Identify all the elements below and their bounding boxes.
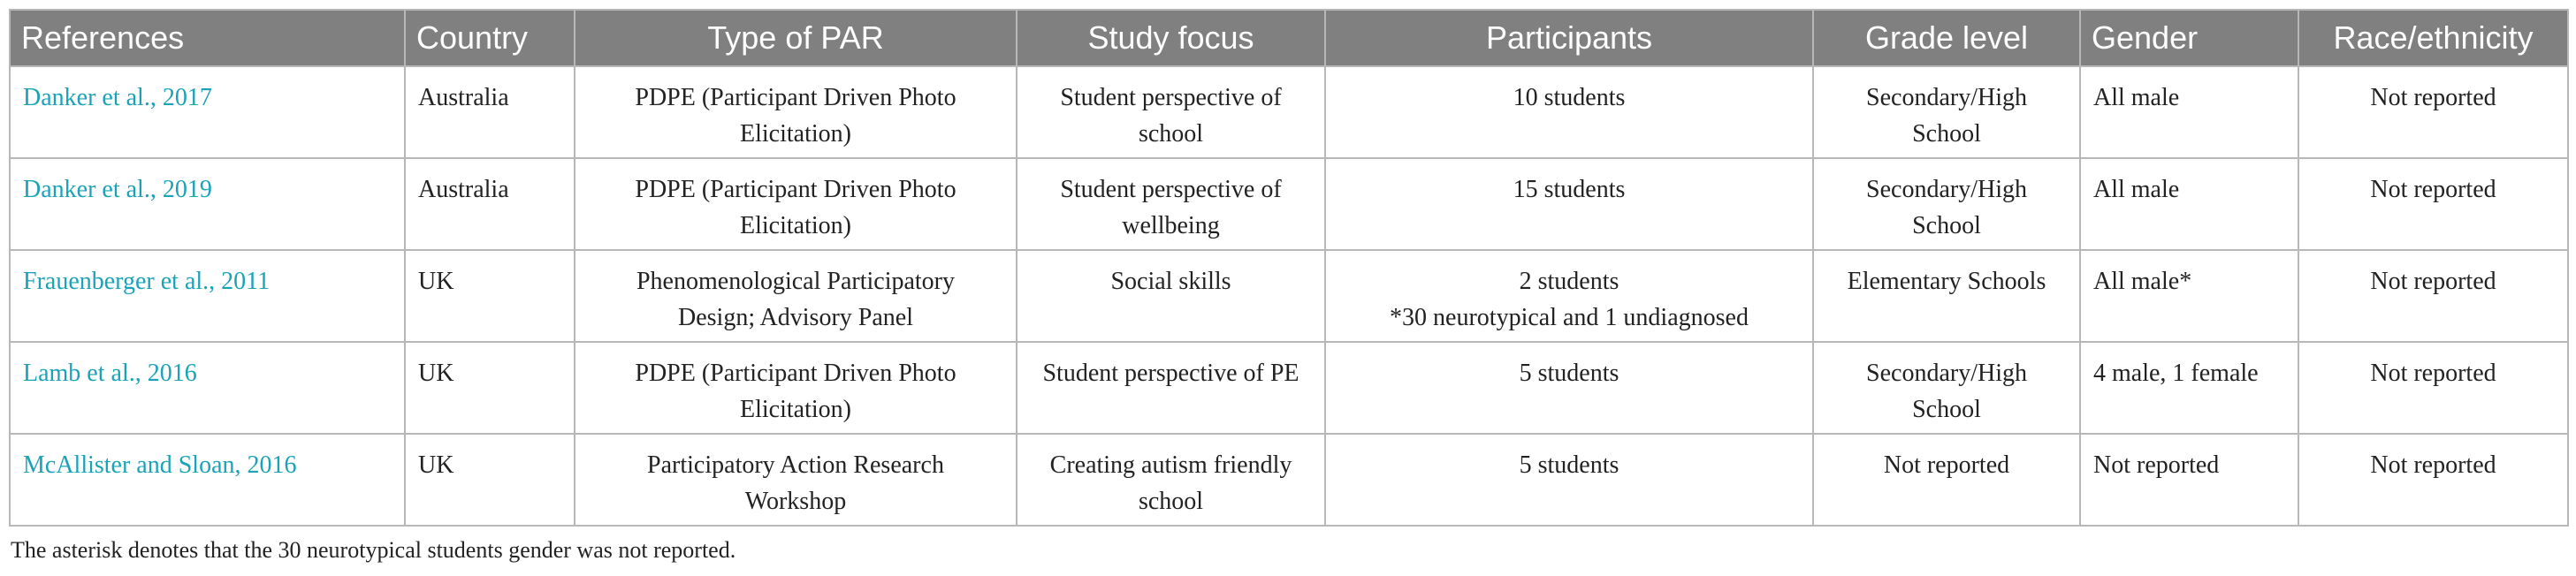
par-type-line: Participatory Action Research — [647, 451, 944, 479]
cell-country: Australia — [405, 158, 575, 250]
cell-reference — [10, 158, 405, 250]
cell-reference — [10, 250, 405, 342]
cell-gender: 4 male, 1 female — [2080, 342, 2298, 434]
table-footnote: The asterisk denotes that the 30 neurotypical students gender was not reported. — [11, 537, 736, 563]
cell-grade-level — [1813, 434, 2080, 526]
par-type-line: PDPE (Participant Driven Photo — [635, 84, 956, 111]
cell-country: UK — [405, 342, 575, 434]
cell-gender: All male — [2080, 66, 2298, 158]
participants-line: 15 students — [1513, 176, 1626, 203]
cell-race: Not reported — [2298, 342, 2568, 434]
grade-level-line: School — [1912, 396, 1981, 423]
cell-race: Not reported — [2298, 158, 2568, 250]
study-focus-line: Student perspective of PE — [1042, 360, 1299, 387]
study-focus-line: school — [1138, 488, 1204, 515]
cell-participants — [1325, 158, 1813, 250]
cell-reference — [10, 434, 405, 526]
header-participants: Participants — [1325, 10, 1813, 66]
par-type-line: Phenomenological Participatory — [636, 268, 956, 295]
participants-line: 2 students — [1519, 268, 1620, 295]
cell-study-focus — [1017, 158, 1325, 250]
study-focus-line: Student perspective of — [1060, 84, 1282, 111]
cell-grade-level — [1813, 342, 2080, 434]
header-study-focus: Study focus — [1017, 10, 1325, 66]
study-focus-line: Creating autism friendly — [1049, 451, 1292, 479]
cell-gender: All male — [2080, 158, 2298, 250]
cell-grade-level — [1813, 158, 2080, 250]
header-references: References — [10, 10, 405, 66]
cell-country: UK — [405, 434, 575, 526]
cell-study-focus — [1017, 66, 1325, 158]
reference-link[interactable]: Frauenberger et al., 2011 — [23, 268, 271, 295]
header-grade-level: Grade level — [1813, 10, 2080, 66]
cell-par-type — [575, 434, 1017, 526]
par-type-line: Workshop — [744, 488, 847, 515]
grade-level-line: Secondary/High — [1866, 84, 2027, 111]
participants-line: 5 students — [1519, 451, 1620, 479]
header-row — [10, 10, 2568, 66]
par-type-line: PDPE (Participant Driven Photo — [635, 360, 956, 387]
cell-country: Australia — [405, 66, 575, 158]
par-type-line: Elicitation) — [740, 212, 851, 239]
par-type-line: Elicitation) — [740, 396, 851, 423]
cell-race: Not reported — [2298, 250, 2568, 342]
study-focus-line: school — [1138, 120, 1204, 148]
participants-line: 10 students — [1513, 84, 1626, 111]
cell-study-focus — [1017, 250, 1325, 342]
cell-grade-level — [1813, 66, 2080, 158]
table-row — [10, 66, 2568, 158]
grade-level-line: School — [1912, 120, 1981, 148]
studies-table — [9, 9, 2569, 527]
grade-level-line: Secondary/High — [1866, 360, 2027, 387]
par-type-line: Design; Advisory Panel — [678, 304, 913, 331]
header-gender: Gender — [2080, 10, 2298, 66]
cell-participants — [1325, 66, 1813, 158]
grade-level-line: Secondary/High — [1866, 176, 2027, 203]
reference-link[interactable]: Danker et al., 2019 — [23, 176, 212, 203]
par-type-line: Elicitation) — [740, 120, 851, 148]
cell-country: UK — [405, 250, 575, 342]
cell-par-type — [575, 342, 1017, 434]
cell-study-focus — [1017, 342, 1325, 434]
table-container — [9, 9, 2567, 564]
grade-level-line: School — [1912, 212, 1981, 239]
grade-level-line: Not reported — [1883, 451, 2010, 479]
par-type-line: PDPE (Participant Driven Photo — [635, 176, 956, 203]
table-row — [10, 434, 2568, 526]
header-type-of-par: Type of PAR — [575, 10, 1017, 66]
reference-link[interactable]: Lamb et al., 2016 — [23, 360, 197, 387]
study-focus-line: Student perspective of — [1060, 176, 1282, 203]
participants-note: *30 neurotypical and 1 undiagnosed — [1390, 304, 1749, 331]
cell-par-type — [575, 66, 1017, 158]
header-race-ethnicity: Race/ethnicity — [2298, 10, 2568, 66]
reference-link[interactable]: McAllister and Sloan, 2016 — [23, 451, 297, 479]
cell-study-focus — [1017, 434, 1325, 526]
cell-reference — [10, 66, 405, 158]
reference-link[interactable]: Danker et al., 2017 — [23, 84, 212, 111]
participants-line: 5 students — [1519, 360, 1620, 387]
cell-participants — [1325, 342, 1813, 434]
cell-par-type — [575, 158, 1017, 250]
cell-grade-level — [1813, 250, 2080, 342]
cell-participants — [1325, 250, 1813, 342]
grade-level-line: Elementary Schools — [1847, 268, 2046, 295]
cell-gender: Not reported — [2080, 434, 2298, 526]
cell-gender: All male* — [2080, 250, 2298, 342]
cell-race: Not reported — [2298, 66, 2568, 158]
table-row — [10, 342, 2568, 434]
study-focus-line: Social skills — [1110, 268, 1231, 295]
header-country: Country — [405, 10, 575, 66]
cell-participants — [1325, 434, 1813, 526]
table-row — [10, 250, 2568, 342]
cell-par-type — [575, 250, 1017, 342]
cell-reference — [10, 342, 405, 434]
study-focus-line: wellbeing — [1122, 212, 1220, 239]
cell-race: Not reported — [2298, 434, 2568, 526]
table-row — [10, 158, 2568, 250]
